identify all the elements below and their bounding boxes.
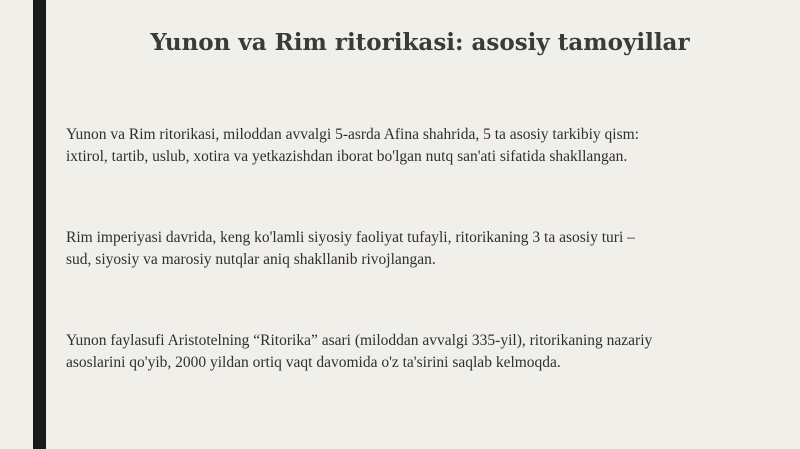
paragraph-roman-rhetoric: Rim imperiyasi davrida, keng ko'lamli siyosiy faoliyat tufayli, ritorikaning 3 ta asosiy turi – sud, siyosiy va marosiy nutqlar aniq shakllanib rivojlangan. <box>66 229 635 268</box>
paragraph-aristotle: Yunon faylasufi Aristotelning “Ritorika” asari (miloddan avvalgi 335-yil), ritorikaning nazariy asoslarini qo'yib, 2000 yildan ortiq vaqt davomida o'z ta'sirini saqlab kelmoqda. <box>66 332 653 371</box>
slide-title: Yunon va Rim ritorikasi: asosiy tamoyillar <box>150 29 690 56</box>
accent-bar <box>33 0 46 449</box>
paragraph-greek-rhetoric: Yunon va Rim ritorikasi, miloddan avvalgi 5-asrda Afina shahrida, 5 ta asosiy tarkibiy qism: ixtirol, tartib, uslub, xotira va yetkazishdan iborat bo'lgan nutq san'ati sifatida shakllangan. <box>66 126 639 165</box>
